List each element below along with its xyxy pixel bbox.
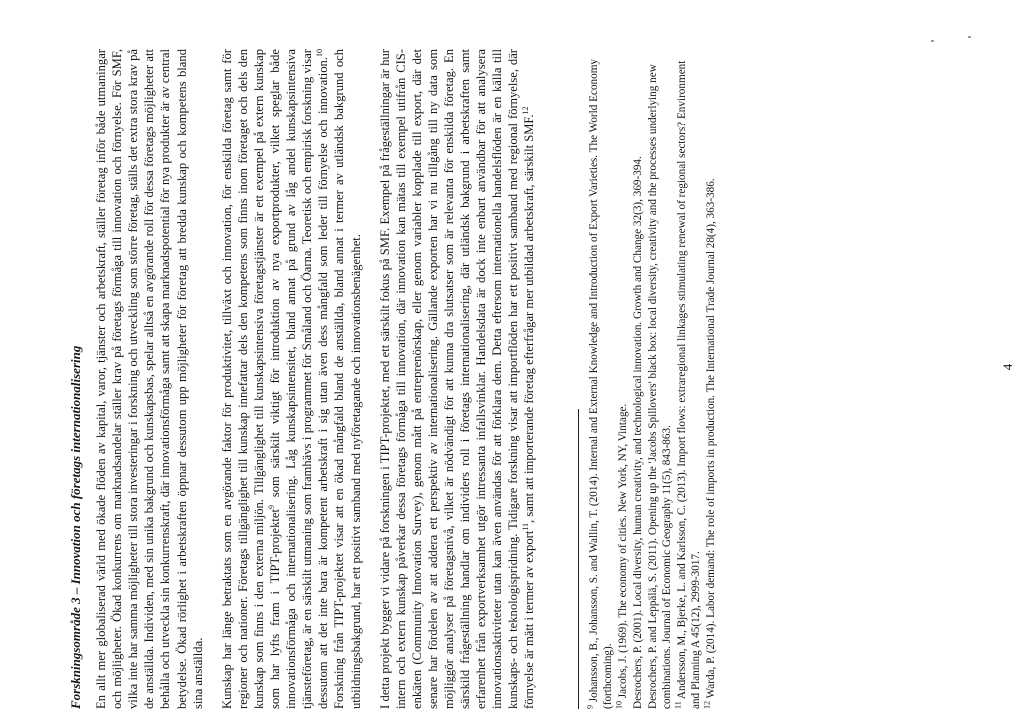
paragraph-2-text: Kunskap har länge betraktats som en avgörande faktor för produktivitet, tillväxt och innovation, för enskilda företag samt för regioner och nationer. Företags tillgänglighet till kunskap innefattar dels den kompetens som finns inom företaget och dels den kunskap som finns i den externa miljön. Tillgänglighet till kunskapsintensiva företagstjänster är ett exempel på extern kunskap som har lyfts fram i TIPT-projektet	[219, 49, 283, 709]
footnote	[613, 49, 630, 709]
footnote-ref-11: 11	[521, 522, 531, 531]
footnote-mark: 10	[613, 701, 623, 709]
footnote	[631, 49, 645, 709]
footnote	[701, 49, 718, 709]
page-body	[68, 49, 719, 709]
footnote-divider	[578, 409, 579, 709]
paragraph-3	[377, 49, 538, 709]
paragraph-3-text-cont: , samt att	[522, 477, 537, 523]
footnote-text: Desrochers, P. (2001). Local diversity, human creativity, and technological innovation. Growth and Change 32(3), 369-394.	[631, 156, 644, 709]
paragraph-2-text-end: Forskning från TIPT-projektet visar att en ökad mångfald bland de anställda, bland annat i termer av utländsk bakgrund och utbildningsbakgrund, har ett positivt samband med nyföretagande och innovationsbenägenhet.	[332, 49, 363, 709]
section-heading: Forskningsområde 3 – Innovation och företags internationalisering	[68, 345, 83, 709]
page-number: 4	[1000, 363, 1015, 371]
paragraph-2	[219, 49, 364, 709]
footnote-text: Andersson, M., Bjerke, L. and Karlsson, C. (2013). Import flows: extraregional linkages stimulating renewal of regional sectors? Environment and Planning A 45(12), 2999-3017.	[675, 60, 702, 709]
footnote-text: Desrochers, P. and Leppälä, S. (2011). Opening up the 'Jacobs Spillovers' black box: local diversity, creativity and the processes underlying new combinations. Journal of Economic Geography 11(5), 843-863.	[646, 64, 673, 709]
footnote-text: Warda, P. (2014). Labor demand: The role of imports in production. The International Trade Journal 28(4), 363-386.	[704, 178, 717, 699]
footnote-ref-12: 12	[521, 106, 531, 115]
paragraph-2-text-cont: som särskilt viktigt för introduktion av nya exportprodukter, vilket speglar både innovationsförmåga och internationalisering. Låg kunskapsintensitet, bland annat på grund av låg andel kunskapsintensiva tjänsteföretag, är en särskilt utmaning som framhävs i programmet för Småland och Öarna. Teoretisk och empirisk forskning visar dessutom att det inte bara är kompetent arbetskraft i sig utan även dess mångfald som leder till förnyelse och innovation.	[268, 49, 331, 709]
footnote-text: Johansson, B., Johansson, S. and Wallin, T. (2014). Internal and External Knowledge and Introduction of Export Varieties. The World Economy (forthcoming).	[587, 58, 614, 709]
footnote-ref-10: 10	[315, 49, 325, 57]
paragraph-3-text: I detta projekt bygger vi vidare på forskningen i TIPT-projektet, med ett särskilt fokus på SMF. Exempel på frågeställningar är hur intern och extern kunskap påverkar dessa företags förmåga till innovation, där innovation kan mätas till exempel utifrån CIS-enkäten (Community Innovation Survey), genom mått på entreprenörskap, eller genom variabler kopplade till export, där det senare har fördelen av att addera ett perspektiv av internationalisering. Gällande exporten har vi nu tillgång till ny data som möjliggör analyser på företagsnivå, vilket är nödvändigt för att kunna dra slutsatser som är relevanta för enskilda företag. En särskild frågeställning handlar om individers roll i företags internationalisering, där utländsk bakgrund i arbetskraften samt erfarenhet från exportverksamhet utgör intressanta infallsvinklar. Handelsdata är dock inte enbart användbar för att analysera innovationsaktiviteter utan kan även användas för att förklara dem. Detta eftersom internationella handelsflöden är en källa till kunskaps- och teknologispridning. Tidigare forskning visar att importflöden har ett positivt samband med regional förnyelse, där förnyelse är mätt i termer av export	[377, 49, 537, 709]
footnote-text: Jacobs, J. (1969). The economy of cities. New York, NY, Vintage.	[616, 403, 629, 699]
footnotes	[584, 49, 718, 709]
scan-speck	[968, 36, 971, 38]
paragraph-3-text-end: importerande företag efterfrågar mer utbildad arbetskraft, särskilt SMF.	[522, 114, 537, 474]
footnote	[672, 49, 703, 709]
paragraph-1: En allt mer globaliserad värld med ökade flöden av kapital, varor, tjänster och arbetskraft, ställer företag inför både utmaningar och möjligheter. Ökad konkurrens om marknadsandelar ställer krav på företags förmåga till innovation och förnyelse. För SMF, vilka inte har samma möjligheter till stora investeringar i forskning och utveckling som större företag, ställs det extra stora krav på de anställda. Individen, med sin unika bakgrund och kunskapsbas, spelar alltså en avgörande roll för dessa företags möjligheter att behålla och utveckla sin konkurrenskraft, där innovationsförmåga samt att skapa marknadspotential för nya produkter är av central betydelse. Ökad rörlighet i arbetskraften öppnar dessutom upp möjligheter för företag att bredda kunskap och kompetens bland sina anställda.	[94, 49, 205, 709]
footnote-mark: 9	[584, 705, 594, 709]
footnote	[584, 49, 615, 709]
footnote-mark: 11	[672, 701, 682, 709]
footnote-ref-9: 9	[266, 504, 276, 509]
footnote-mark: 12	[701, 701, 711, 709]
scan-speck	[931, 40, 934, 42]
footnote	[646, 49, 674, 709]
